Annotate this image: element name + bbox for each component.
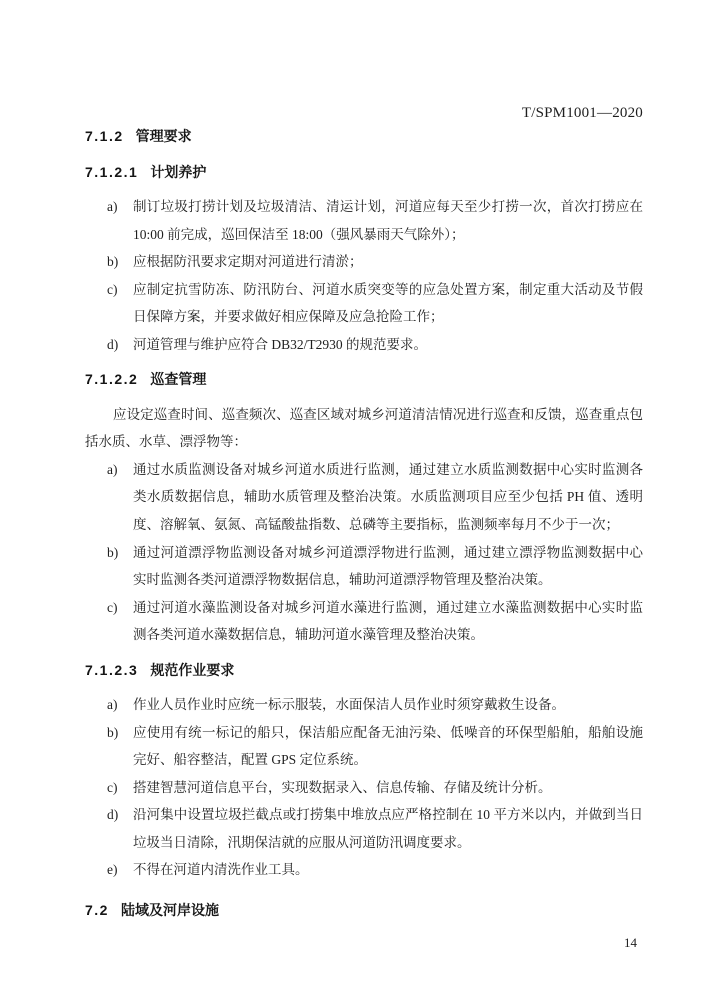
section-title: 管理要求 [135,128,192,144]
list-item-label: b) [107,724,119,740]
list-item [85,719,643,774]
list-item-text: 通过河道水藻监测设备对城乡河道水藻进行监测，通过建立水藻监测数据中心实时监测各类河道水藻数据信息，辅助河道水藻管理及整治决策。 [133,599,643,643]
list-item [85,276,643,331]
list-item [85,594,643,649]
section-title: 规范作业要求 [150,661,235,678]
list-item-text: 应使用有统一标记的船只，保洁船应配备无油污染、低噪音的环保型船舶，船舶设施完好、船容整洁，配置 GPS 定位系统。 [133,724,643,768]
list-item [85,456,643,539]
list-item [85,248,643,276]
list-item-text: 河道管理与维护应符合 DB32/T2930 的规范要求。 [133,336,428,352]
section-number: 7.2 [85,902,109,919]
list-item-text: 制订垃圾打捞计划及垃圾清洁、清运计划，河道应每天至少打捞一次，首次打捞应在 10:00 前完成，巡回保洁至 18:00（强风暴雨天气除外）； [133,199,643,242]
section-heading-7-1-2-2 [85,371,643,387]
list-item-text: 不得在河道内清洗作业工具。 [133,862,309,878]
list-item-label: c) [107,779,118,795]
paragraph-7-1-2-2: 应设定巡查时间、巡查频次、巡查区域对城乡河道清洁情况进行巡查和反馈，巡查重点包括水质、水草、漂浮物等： [85,406,643,450]
list-item-text: 通过河道漂浮物监测设备对城乡河道漂浮物进行监测，通过建立漂浮物监测数据中心实时监测各类河道漂浮物数据信息，辅助河道漂浮物管理及整治决策。 [133,544,643,588]
list-item-label: a) [107,461,118,477]
ordered-list-7-1-2-2 [85,456,643,649]
section-title: 计划养护 [150,164,207,180]
list-item-label: c) [107,599,118,615]
list-item-text: 沿河集中设置垃圾拦截点或打捞集中堆放点应严格控制在 10 平方米以内，并做到当日垃圾当日清除，汛期保洁就的应服从河道防汛调度要求。 [133,807,643,850]
list-item-text: 应根据防汛要求定期对河道进行清淤； [133,254,363,270]
list-item [85,193,643,248]
ordered-list-7-1-2-3 [85,691,643,884]
list-item [85,539,643,594]
list-item-label: b) [107,254,119,270]
list-item-text: 应制定抗雪防冻、防汛防台、河道水质突变等的应急处置方案，制定重大活动及节假日保障方案，并要求做好相应保障及应急抢险工作； [133,281,643,325]
list-item-label: a) [107,199,118,214]
list-item-text: 作业人员作业时应统一标示服装，水面保洁人员作业时须穿戴救生设备。 [133,696,565,712]
list-item [85,774,643,802]
list-item-label: a) [107,696,118,712]
list-item [85,801,643,856]
section-number: 7.1.2.1 [85,164,139,180]
document-header-code: T/SPM1001—2020 [521,105,643,121]
list-item-label: c) [107,281,118,297]
page-number: 14 [624,935,637,950]
section-heading-7-1-2-3 [85,662,643,678]
document-content [85,122,643,918]
section-heading-7-1-2 [85,128,643,144]
list-item [85,691,643,719]
ordered-list-7-1-2-1 [85,193,643,359]
section-title: 巡查管理 [150,370,207,387]
section-number: 7.1.2 [85,128,124,144]
list-item-label: d) [107,807,119,823]
section-heading-7-2 [85,902,643,918]
list-item-label: e) [107,862,118,878]
list-item [85,331,643,359]
list-item-label: d) [107,336,119,352]
section-title: 陆域及河岸设施 [120,902,219,919]
section-number: 7.1.2.3 [85,661,139,678]
section-number: 7.1.2.2 [85,370,139,387]
list-item-label: b) [107,544,119,560]
list-item-text: 通过水质监测设备对城乡河道水质进行监测，通过建立水质监测数据中心实时监测各类水质数据信息，辅助水质管理及整治决策。水质监测项目应至少包括 PH 值、透明度、溶解氧、氨氮、高锰酸盐指数、总磷等主要指标，监测频率每月不少于一次； [133,461,643,532]
list-item-text: 搭建智慧河道信息平台，实现数据录入、信息传输、存储及统计分析。 [133,779,552,795]
list-item [85,856,643,884]
section-heading-7-1-2-1 [85,164,643,180]
